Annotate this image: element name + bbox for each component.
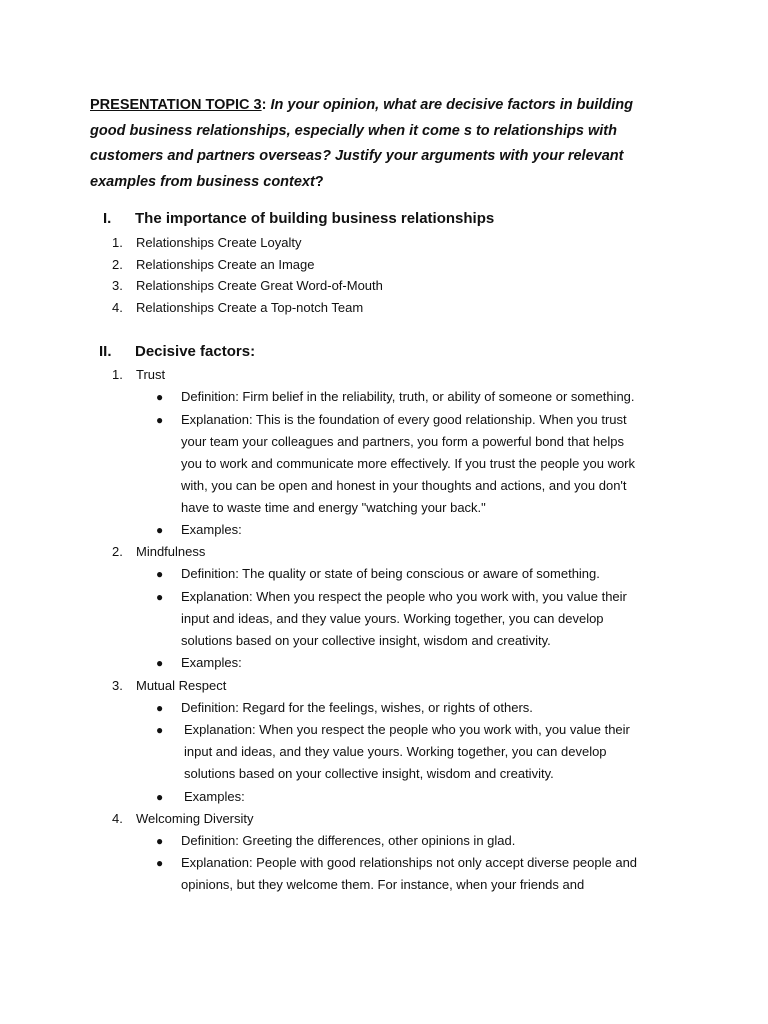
- section-2-number: II.: [99, 343, 112, 360]
- list-item-number: 1.: [112, 235, 123, 250]
- bullet-icon: ●: [156, 413, 164, 427]
- topic-question-line-1: In your opinion, what are decisive factors in building: [270, 97, 634, 113]
- list-item-number: 4.: [112, 300, 123, 315]
- explanation-line: Explanation: When you respect the people who you work with, you value their: [184, 722, 630, 737]
- explanation-line: Explanation: This is the foundation of every good relationship. When you trust: [181, 412, 627, 427]
- bullet-icon: ●: [156, 590, 164, 604]
- factor-number: 2.: [112, 544, 123, 559]
- bullet-icon: ●: [156, 723, 164, 737]
- bullet-icon: ●: [156, 856, 164, 870]
- list-item-number: 2.: [112, 257, 123, 272]
- section-1-number: I.: [103, 210, 112, 227]
- explanation-line: solutions based on your collective insight, wisdom and creativity.: [184, 766, 554, 781]
- section-2-title: Decisive factors:: [135, 343, 256, 360]
- bullet-icon: ●: [156, 523, 164, 537]
- bullet-icon: ●: [156, 834, 164, 848]
- topic-colon: :: [261, 97, 271, 113]
- factor-number: 1.: [112, 367, 123, 382]
- topic-question-line-3: customers and partners overseas? Justify your arguments with your relevant: [90, 148, 624, 164]
- topic-question-line-2: good business relationships, especially when it come s to relationships with: [90, 122, 617, 139]
- section-1-title: The importance of building business relationships: [135, 210, 495, 227]
- bullet-icon: ●: [156, 701, 164, 715]
- list-item-text: Relationships Create a Top-notch Team: [136, 300, 364, 315]
- list-item-text: Relationships Create Loyalty: [136, 235, 302, 250]
- explanation-line: Explanation: When you respect the people who you work with, you value their: [181, 589, 627, 604]
- factor-number: 3.: [112, 678, 123, 693]
- explanation-line: your team your colleagues and partners, you form a powerful bond that helps: [181, 434, 624, 449]
- list-item-text: Relationships Create Great Word-of-Mouth: [136, 278, 383, 293]
- factor-name: Trust: [136, 367, 166, 382]
- bullet-icon: ●: [156, 790, 164, 804]
- list-item-text: Relationships Create an Image: [136, 257, 315, 272]
- topic-question-end: ?: [314, 173, 324, 190]
- bullet-icon: ●: [156, 656, 164, 670]
- presentation-topic: [90, 93, 690, 195]
- factor-name: Welcoming Diversity: [136, 811, 254, 826]
- factor-number: 4.: [112, 811, 123, 826]
- document-page: PRESENTATION TOPIC 3: In your opinion, what are decisive factors in building good business relationships, especially when it come s to relationships with customers and partners overseas? Justify your arguments with your relevant examples from business context? I. The importance of building business relationships 1. Relationships Create Loyalty 2. Relationships Create an Image 3. Relationships Create Great Word-of-Mouth 4. Relationships Create a Top-notch Team II. Decisive factors: 1. Trust ● Definition: Firm belief in the reliability, truth, or ability of someone or something. ● Explanation: This is the foundation of every good relationship. When you trust your team your colleagues and partners, you form a powerful bond that helps you to work and communicate more effectively. If you trust the people you work with, you can be open and honest in your thoughts and actions, and you don't have to waste time and energy "watching your back." ● Examples: 2. Mindfulness ● Definition: The quality or state of being conscious or aware of something. ● Explanation: When you respect the people who you work with, you value their input and ideas, and they value yours. Working together, you can develop solutions based on your collective insight, wisdom and creativity. ● Examples: 3. Mutual Respect ● Definition: Regard for the feelings, wishes, or rights of others. ● Explanation: When you respect the people who you work with, you value their input and ideas, and they value yours. Working together, you can develop solutions based on your collective insight, wisdom and creativity. ● Examples: 4. Welcoming Diversity ● Definition: Greeting the differences, other opinions in glad. ● Explanation: People with good relationships not only accept diverse people and opinions, but they welcome them. For instance, when your friends and: [0, 0, 768, 1024]
- bullet-icon: ●: [156, 567, 164, 581]
- explanation-line: opinions, but they welcome them. For instance, when your friends and: [181, 877, 585, 892]
- explanation-line: solutions based on your collective insight, wisdom and creativity.: [181, 633, 551, 648]
- bullet-icon: ●: [156, 390, 164, 404]
- list-item-number: 3.: [112, 278, 123, 293]
- explanation-line: Explanation: People with good relationships not only accept diverse people and: [181, 855, 638, 870]
- topic-question-line-4: examples from business context: [90, 173, 315, 190]
- explanation-line: have to waste time and energy "watching your back.": [181, 500, 486, 515]
- explanation-line: input and ideas, and they value yours. Working together, you can develop: [181, 611, 604, 626]
- topic-label: PRESENTATION TOPIC 3: [90, 97, 262, 113]
- explanation-line: you to work and communicate more effectively. If you trust the people you work: [181, 456, 636, 471]
- factor-name: Mindfulness: [136, 544, 206, 559]
- explanation-line: input and ideas, and they value yours. Working together, you can develop: [184, 744, 607, 759]
- factor-name: Mutual Respect: [136, 678, 227, 693]
- explanation-line: with, you can be open and honest in your thoughts and actions, and you don't: [181, 478, 627, 493]
